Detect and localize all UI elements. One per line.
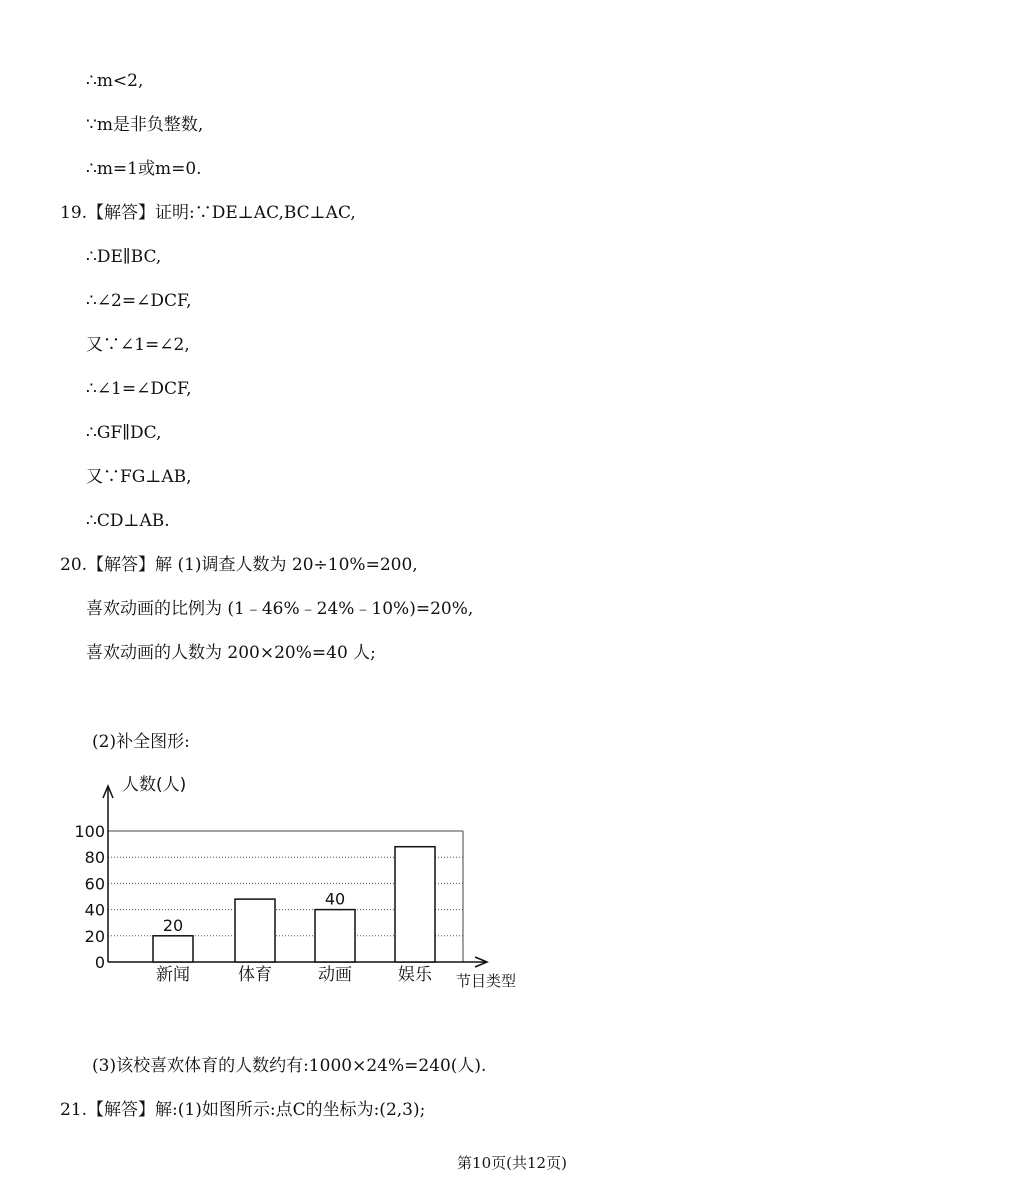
x-category-label: 动画 [318,965,352,985]
q19-line-8: ∴CD⊥AB. [86,511,170,531]
solution-line-2: ∵m是非负整数, [86,115,204,135]
x-category-label: 娱乐 [398,965,432,985]
y-tick-label: 80 [84,848,105,868]
q20-part3-line: (3)该校喜欢体育的人数约有:1000×24%=240(人). [92,1056,487,1076]
q20-line-3: 喜欢动画的人数为 200×20%=40 人; [86,643,376,663]
bar [395,847,435,962]
y-tick-label: 40 [84,900,105,920]
q20-heading: 20.【解答】解 (1)调查人数为 20÷10%=200, [60,555,418,575]
y-tick-label: 20 [84,926,105,946]
y-tick-label: 60 [84,874,105,894]
y-axis-title: 人数(人) [122,775,187,795]
bar [153,936,193,962]
q19-line-7: 又∵FG⊥AB, [86,467,192,487]
q19-heading: 19.【解答】证明:∵DE⊥AC,BC⊥AC, [60,203,356,223]
q19-line-4: 又∵∠1=∠2, [86,335,190,355]
bar-data-label: 20 [162,915,184,935]
solution-line-3: ∴m=1或m=0. [86,159,202,179]
solution-line-1: ∴m<2, [86,71,144,91]
q19-line-5: ∴∠1=∠DCF, [86,379,192,399]
q19-line-2: ∴DE∥BC, [86,247,162,267]
x-category-label: 体育 [238,965,272,985]
bar [235,899,275,962]
y-tick-label: 100 [74,822,105,841]
y-tick-label: 0 [94,953,105,972]
bar [315,910,355,962]
x-category-label: 新闻 [156,965,190,985]
x-axis-title: 节目类型 [456,972,517,990]
q21-heading: 21.【解答】解:(1)如图所示:点C的坐标为:(2,3); [60,1100,426,1120]
bar-chart [74,770,538,995]
page-footer: 第10页(共12页) [457,1154,567,1172]
q20-line-2: 喜欢动画的比例为 (1﹣46%﹣24%﹣10%)=20%, [86,599,474,619]
q20-part2-label: (2)补全图形: [92,732,190,752]
q19-line-6: ∴GF∥DC, [86,423,162,443]
bar-chart-svg [74,770,538,995]
q19-line-3: ∴∠2=∠DCF, [86,291,192,311]
bar-data-label: 40 [324,889,346,909]
